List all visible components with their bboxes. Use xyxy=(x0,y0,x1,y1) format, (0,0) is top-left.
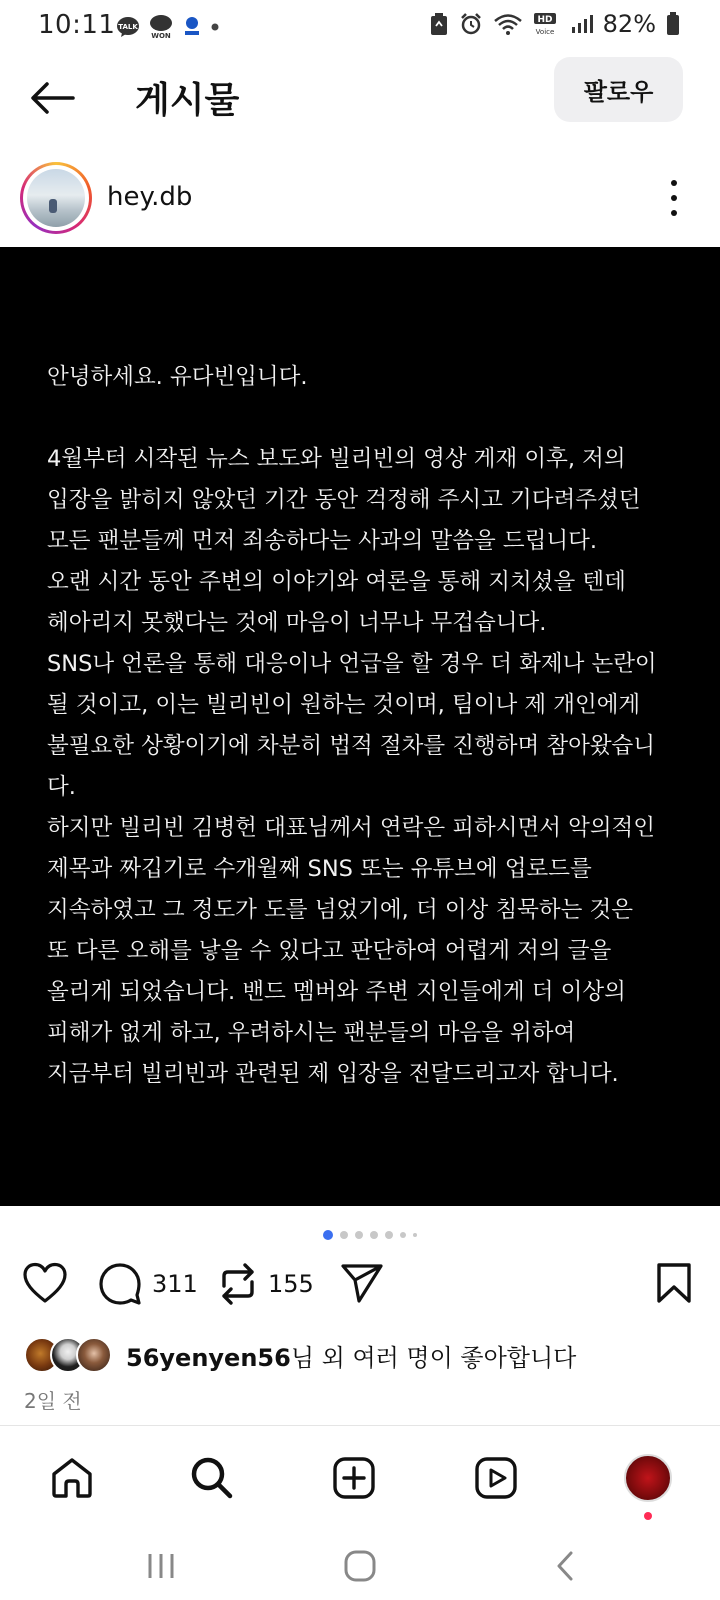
kakaotalk-icon xyxy=(116,16,140,38)
top-header xyxy=(0,52,720,142)
notification-dot-icon xyxy=(210,22,220,32)
post-author-row xyxy=(0,162,720,238)
more-dot-icon xyxy=(671,180,677,186)
comment-count: 311 xyxy=(152,1270,198,1298)
nav-reels[interactable] xyxy=(466,1448,526,1508)
carousel-indicator xyxy=(0,1230,720,1240)
author-username[interactable]: hey.db xyxy=(107,182,193,212)
bottom-nav xyxy=(0,1440,720,1530)
post-date: 2일 전 xyxy=(24,1389,82,1413)
back-chevron-icon xyxy=(553,1550,577,1582)
save-button[interactable] xyxy=(656,1262,692,1304)
comment-icon xyxy=(98,1262,142,1306)
profile-avatar xyxy=(624,1454,672,1502)
carousel-dot xyxy=(340,1231,348,1239)
post-text xyxy=(47,357,687,1095)
home-icon xyxy=(50,1456,94,1500)
status-right xyxy=(429,10,680,38)
home-circle-icon xyxy=(343,1549,377,1583)
back-system-button[interactable] xyxy=(545,1548,585,1584)
nav-profile[interactable] xyxy=(618,1448,678,1508)
nav-create[interactable] xyxy=(324,1448,384,1508)
author-avatar[interactable] xyxy=(20,162,92,234)
post-image[interactable] xyxy=(0,247,720,1206)
battery-icon xyxy=(666,12,680,36)
share-button[interactable] xyxy=(340,1262,384,1304)
carousel-dot xyxy=(400,1232,406,1238)
search-icon xyxy=(190,1456,234,1500)
page-title: 게시물 xyxy=(135,80,240,121)
more-options-button[interactable] xyxy=(660,176,688,220)
post-greeting: 안녕하세요. 유다빈입니다. xyxy=(47,364,308,390)
likes-suffix: 님 외 여러 명이 좋아합니다 xyxy=(290,1343,577,1372)
follow-button[interactable]: 팔로우 xyxy=(554,57,683,122)
recycle-icon xyxy=(429,12,449,36)
carousel-dot xyxy=(413,1233,417,1237)
status-time: 10:11 xyxy=(38,10,116,40)
wifi-icon xyxy=(493,12,523,36)
carousel-dot xyxy=(323,1230,333,1240)
voice-label: Voice xyxy=(535,28,554,36)
repost-icon xyxy=(218,1262,258,1306)
signal-icon xyxy=(571,13,593,35)
likes-row[interactable] xyxy=(24,1335,576,1375)
reels-icon xyxy=(474,1456,518,1500)
status-bar xyxy=(0,0,720,52)
alarm-icon xyxy=(459,12,483,36)
likes-summary xyxy=(126,1338,576,1373)
won-chat-icon xyxy=(148,14,174,40)
carousel-dot xyxy=(385,1231,393,1239)
add-post-icon xyxy=(332,1456,376,1500)
liker-avatars xyxy=(24,1337,102,1373)
more-dot-icon xyxy=(671,210,677,216)
send-icon xyxy=(340,1262,384,1304)
nav-home[interactable] xyxy=(42,1448,102,1508)
back-arrow-icon xyxy=(29,80,75,116)
author-avatar-image xyxy=(27,169,85,227)
bookmark-icon xyxy=(656,1262,692,1304)
carousel-dot xyxy=(355,1231,363,1239)
home-system-button[interactable] xyxy=(340,1548,380,1584)
hd-voice-icon xyxy=(533,12,561,36)
divider xyxy=(0,1425,720,1426)
carousel-dot xyxy=(370,1231,378,1239)
heart-icon xyxy=(22,1262,68,1304)
post-body: 4월부터 시작된 뉴스 보도와 빌리빈의 영상 게재 이후, 저의 입장을 밝히지 않았던 기간 동안 걱정해 주시고 기다려주셨던 모든 팬분들께 먼저 죄송하다는 사과의 말씀을 드립니다. 오랜 시간 동안 주변의 이야기와 여론을 통해 지치셨을 텐데 헤아리지 못했다는 것에 마음이 너무나 무겁습니다. SNS나 언론을 통해 대응이나 언급을 할 경우 더 화제나 논란이 될 것이고, 이는 빌리빈이 원하는 것이며, 팀이나 제 개인에게 불필요한 상황이기에 차분히 법적 절차를 진행하며 참아왔습니 다. 하지만 빌리빈 김병헌 대표님께서 연락은 피하시면서 악의적인 제목과 짜깁기로 수개월째 SNS 또는 유튜브에 업로드를 지속하였고 그 정도가 도를 넘었기에, 더 이상 침묵하는 것은 또 다른 오해를 낳을 수 있다고 판단하여 어렵게 저의 글을 올리게 되었습니다. 밴드 멤버와 주변 지인들에게 더 이상의 피해가 없게 하고, 우려하시는 팬분들의 마음을 위하여 지금부터 빌리빈과 관련된 제 입장을 전달드리고자 합니다. xyxy=(47,446,657,1087)
kakaotalk-label: TALK xyxy=(118,23,138,31)
status-left-icons xyxy=(116,14,220,40)
repost-count: 155 xyxy=(268,1270,314,1298)
like-button[interactable] xyxy=(22,1262,68,1304)
nav-search[interactable] xyxy=(182,1448,242,1508)
comment-button[interactable] xyxy=(98,1262,198,1306)
post-action-bar xyxy=(0,1262,720,1318)
recent-apps-icon xyxy=(146,1552,176,1580)
won-label: WON xyxy=(151,32,171,40)
repost-button[interactable] xyxy=(218,1262,314,1306)
hd-label: HD xyxy=(537,15,553,25)
more-dot-icon xyxy=(671,195,677,201)
recent-apps-button[interactable] xyxy=(141,1548,181,1584)
notification-badge xyxy=(644,1512,652,1520)
back-button[interactable] xyxy=(28,74,76,122)
battery-percentage: 82% xyxy=(602,10,656,38)
liker-username[interactable]: 56yenyen56 xyxy=(126,1343,291,1372)
won-app-icon xyxy=(182,15,202,39)
system-nav-bar xyxy=(0,1530,720,1600)
liker-avatar xyxy=(76,1337,112,1373)
